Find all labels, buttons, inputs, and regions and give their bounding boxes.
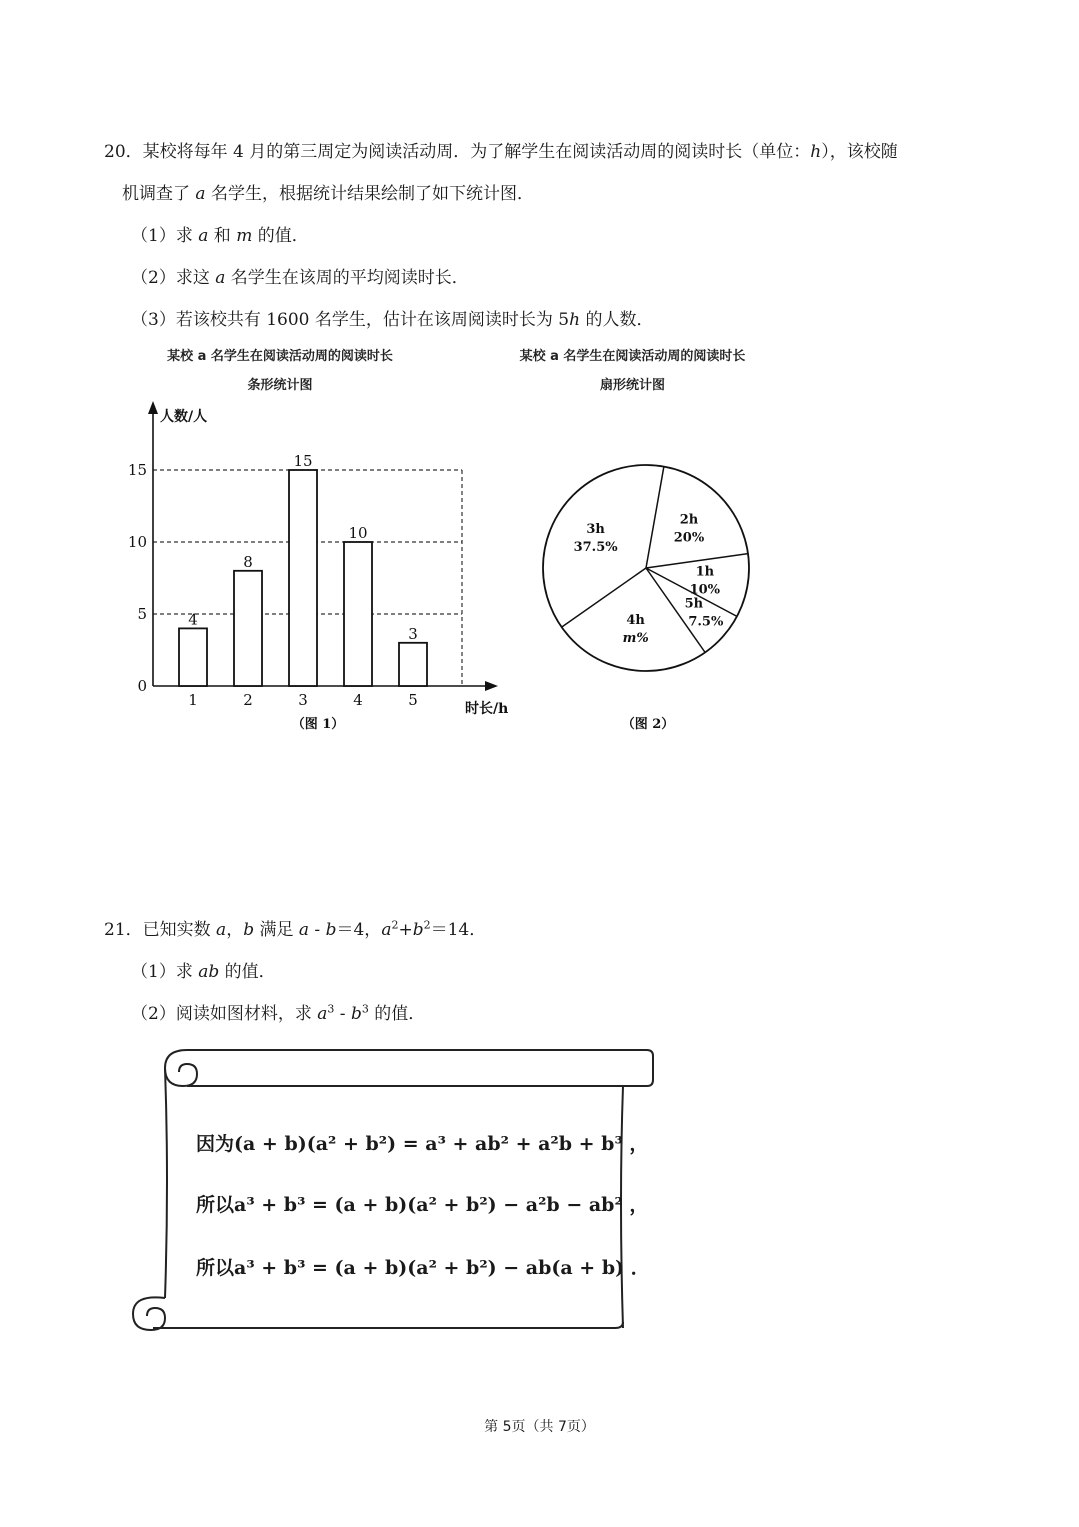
q20-number: 20． — [104, 142, 143, 162]
pie-label-3h: 3h — [586, 521, 605, 537]
pie-label-2h: 2h — [679, 512, 699, 528]
scroll-body-bottom — [153, 1322, 623, 1328]
bar-1 — [179, 628, 207, 686]
bar-4 — [344, 542, 372, 686]
bar-value-label: 10 — [348, 524, 368, 542]
scroll-bottom-curl — [133, 1297, 165, 1330]
pie-value-5h: 7.5% — [688, 614, 724, 630]
page-footer: 第 5页（共 7页） — [484, 1419, 595, 1435]
y-tick-label: 15 — [127, 461, 147, 479]
scroll-top-curl — [165, 1050, 197, 1086]
x-tick-label: 5 — [408, 691, 418, 709]
q20-part2: （2）求这 a 名学生在该周的平均阅读时长． — [131, 268, 469, 288]
q20-part1: （1）求 a 和 m 的值． — [131, 226, 309, 246]
bar-value-label: 8 — [243, 552, 253, 571]
scroll-body-left — [165, 1068, 167, 1298]
pie-value-1h: 10% — [689, 582, 721, 598]
scroll-line-1: 因为(a + b)(a² + b²) = a³ + ab² + a²b + b³ ， — [196, 1133, 649, 1155]
x-tick-label: 1 — [188, 691, 198, 709]
scroll-top-roll — [187, 1050, 653, 1086]
pie-chart-title-line2: 扇形统计图 — [599, 378, 665, 393]
pie-value-4h: m% — [622, 630, 649, 646]
q20-part3: （3）若该校共有 1600 名学生，估计在该周阅读时长为 5h 的人数． — [131, 310, 654, 330]
scroll-line-3: 所以a³ + b³ = (a + b)(a² + b²) − ab(a + b) ． — [196, 1257, 650, 1279]
pie-value-2h: 20% — [673, 530, 705, 546]
bar-chart-caption: （图 1） — [291, 717, 345, 732]
x-axis-arrow — [485, 681, 498, 691]
q21-number: 21． — [104, 920, 143, 940]
y-tick-label: 10 — [127, 533, 147, 551]
y-axis-arrow — [148, 401, 158, 414]
bar-2 — [234, 571, 262, 686]
q20-stem-line1: 20．某校将每年 4 月的第三周定为阅读活动周．为了解学生在阅读活动周的阅读时长（单位：h），该校随 — [104, 142, 898, 162]
x-axis-label: 时长/h — [465, 701, 509, 717]
pie-chart — [530, 450, 780, 740]
bar-5 — [399, 643, 427, 686]
q21-stem: 21．已知实数 a，b 满足 a - b＝4，$a^2+b^2=14$． — [104, 918, 487, 940]
x-tick-label: 4 — [353, 691, 363, 709]
bar-value-label: 3 — [408, 624, 418, 643]
pie-label-4h: 4h — [626, 612, 645, 628]
y-tick-label: 5 — [137, 605, 147, 623]
y-tick-label: 0 — [137, 677, 147, 695]
bar-value-label: 15 — [293, 452, 313, 470]
q21-part2: （2）阅读如图材料，求 $a^3 - b^3$ 的值． — [131, 1002, 426, 1024]
bar-chart-title-line2: 条形统计图 — [247, 378, 313, 393]
y-axis-label: 人数/人 — [160, 409, 208, 425]
pie-label-1h: 1h — [695, 564, 715, 580]
pie-chart-title-line1: 某校 a 名学生在阅读活动周的阅读时长 — [519, 349, 746, 364]
q20-stem-line2: 机调查了 a 名学生，根据统计结果绘制了如下统计图． — [122, 184, 534, 204]
bar-3 — [289, 470, 317, 686]
x-tick-label: 2 — [243, 691, 253, 709]
pie-value-3h: 37.5% — [573, 539, 618, 555]
x-tick-label: 3 — [298, 691, 308, 709]
bar-chart — [110, 395, 530, 740]
bar-value-label: 4 — [188, 610, 198, 629]
bar-chart-title-line1: 某校 a 名学生在阅读活动周的阅读时长 — [167, 349, 393, 364]
q21-part1: （1）求 ab 的值． — [131, 962, 276, 982]
scroll-line-2: 所以a³ + b³ = (a + b)(a² + b²) − a²b − ab² ， — [196, 1194, 649, 1216]
pie-label-5h: 5h — [684, 596, 704, 612]
pie-chart-caption: （图 2） — [621, 717, 675, 732]
